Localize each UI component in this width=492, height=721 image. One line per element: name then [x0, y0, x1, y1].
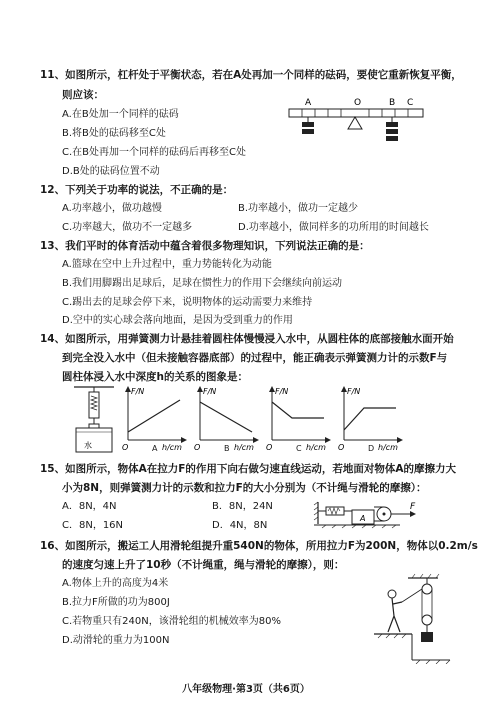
q11-stem-line1: 11、如图所示，杠杆处于平衡状态，若在A处再加一个同样的砝码，要使它重新恢复平衡，	[40, 69, 462, 81]
q16-option-c: C.若物重只有240N，该滑轮组的机械效率为80%	[62, 616, 281, 627]
q13-option-c: C.踢出去的足球会停下来，说明物体的运动需要力来维持	[62, 297, 313, 308]
q13-option-a: A.篮球在空中上升过程中，重力势能转化为动能	[62, 259, 272, 270]
svg-text:F/N: F/N	[131, 387, 145, 396]
lever-figure	[285, 96, 435, 148]
q14-stem-line1: 14、如图所示，用弹簧测力计悬挂着圆柱体慢慢浸入水中，从圆柱体的底部接触水面开始	[40, 333, 454, 345]
q12-option-c: C.功率越大，做功不一定越多	[62, 222, 193, 233]
weight-b-1	[386, 122, 398, 127]
worker-head	[388, 590, 396, 598]
q16-option-a: A.物体上升的高度为4米	[62, 578, 169, 589]
page-footer: 八年级物理·第3页（共6页）	[182, 684, 310, 695]
q11-stem-line2: 则应该：	[62, 89, 104, 101]
svg-text:O: O	[122, 443, 129, 452]
worker-pulley-figure	[372, 572, 452, 664]
q12-option-a: A.功率越小，做功越慢	[62, 203, 162, 214]
weight-a-2	[302, 129, 314, 134]
q16-stem-line2: 的速度匀速上升了10秒（不计绳重，绳与滑轮的摩擦），则：	[62, 559, 345, 571]
q15-option-c: C．8N，16N	[62, 520, 124, 531]
water-container	[76, 428, 112, 452]
svg-text:O: O	[266, 443, 273, 452]
q14-stem-line2: 到完全没入水中（但未接触容器底部）的过程中，能正确表示弹簧测力计的示数F与	[62, 352, 448, 364]
lever-fulcrum	[348, 117, 362, 129]
svg-text:F/N: F/N	[347, 387, 361, 396]
svg-text:O: O	[338, 443, 345, 452]
graph-d-line	[344, 408, 396, 430]
pulley-block-figure	[312, 496, 432, 532]
lever-label-a: A	[305, 98, 312, 108]
spring-scale-figure	[70, 384, 116, 454]
svg-text:h/cm: h/cm	[306, 443, 326, 452]
q15-option-a: A．8N，4N	[62, 501, 117, 512]
svg-text:F/N: F/N	[203, 387, 217, 396]
water-label: 水	[84, 441, 92, 450]
graph-c-label: C	[296, 444, 302, 453]
q14-stem-line3: 圆柱体浸入水中深度h的关系的图象是：	[62, 371, 248, 383]
q15-option-d: D．4N，8N	[212, 520, 268, 531]
svg-text:F: F	[410, 502, 416, 512]
svg-text:A: A	[360, 514, 366, 523]
q15-stem-line1: 15、如图所示，物体A在拉力F的作用下向右做匀速直线运动，若地面对物体A的摩擦力大	[40, 463, 457, 475]
q16-option-d: D.动滑轮的重力为100N	[62, 635, 170, 646]
svg-text:h/cm: h/cm	[234, 443, 254, 452]
q12-stem: 12、下列关于功率的说法，不正确的是：	[40, 184, 234, 196]
q12-option-d: D.功率越小，做同样多的功所用的时间越长	[238, 222, 429, 233]
weight-a-1	[302, 122, 314, 127]
graph-b-line	[200, 402, 252, 432]
q16-stem-line1: 16、如图所示，搬运工人用滑轮组提升重540N的物体，所用拉力F为200N，物体以0.2m/s	[40, 540, 478, 552]
q12-option-b: B.功率越小，做功一定越少	[238, 203, 359, 214]
load-block	[421, 632, 433, 642]
q11-option-c: C.在B处再加一个同样的砝码后再移至C处	[62, 147, 247, 158]
lever-label-c: C	[407, 98, 414, 108]
q15-stem-line2: 小为8N，则弹簧测力计的示数和拉力F的大小分别为（不计绳与滑轮的摩擦）：	[62, 482, 427, 494]
weight-b-3	[386, 136, 398, 141]
worker-body	[388, 598, 402, 632]
lever-bar	[289, 109, 423, 117]
q16-option-b: B.拉力F所做的功为800J	[62, 597, 170, 608]
graph-b-label: B	[224, 444, 230, 453]
graph-c-line	[272, 402, 324, 418]
q15-option-b: B．8N，24N	[212, 501, 273, 512]
svg-text:O: O	[194, 443, 201, 452]
svg-text:h/cm: h/cm	[162, 443, 182, 452]
q13-stem: 13、我们平时的体育活动中蕴含着很多物理知识，下列说法正确的是：	[40, 240, 370, 252]
q11-option-a: A.在B处加一个同样的砝码	[62, 109, 179, 120]
graph-d-label: D	[368, 444, 375, 453]
svg-text:h/cm: h/cm	[378, 443, 398, 452]
q13-option-d: D.空中的实心球会落向地面，是因为受到重力的作用	[62, 315, 293, 326]
q13-option-b: B.我们用脚踢出足球后，足球在惯性力的作用下会继续向前运动	[62, 278, 343, 289]
q11-option-b: B.将B处的砝码移至C处	[62, 128, 166, 139]
graph-a-label: A	[152, 444, 158, 453]
weight-b-2	[386, 129, 398, 134]
lever-label-b: B	[389, 98, 396, 108]
movable-pulley	[422, 615, 432, 625]
fixed-pulley	[422, 584, 432, 594]
graph-a-line	[128, 400, 180, 432]
svg-text:F/N: F/N	[275, 387, 289, 396]
lever-label-o: O	[354, 98, 362, 108]
q11-option-d: D.B处的砝码位置不动	[62, 166, 160, 177]
